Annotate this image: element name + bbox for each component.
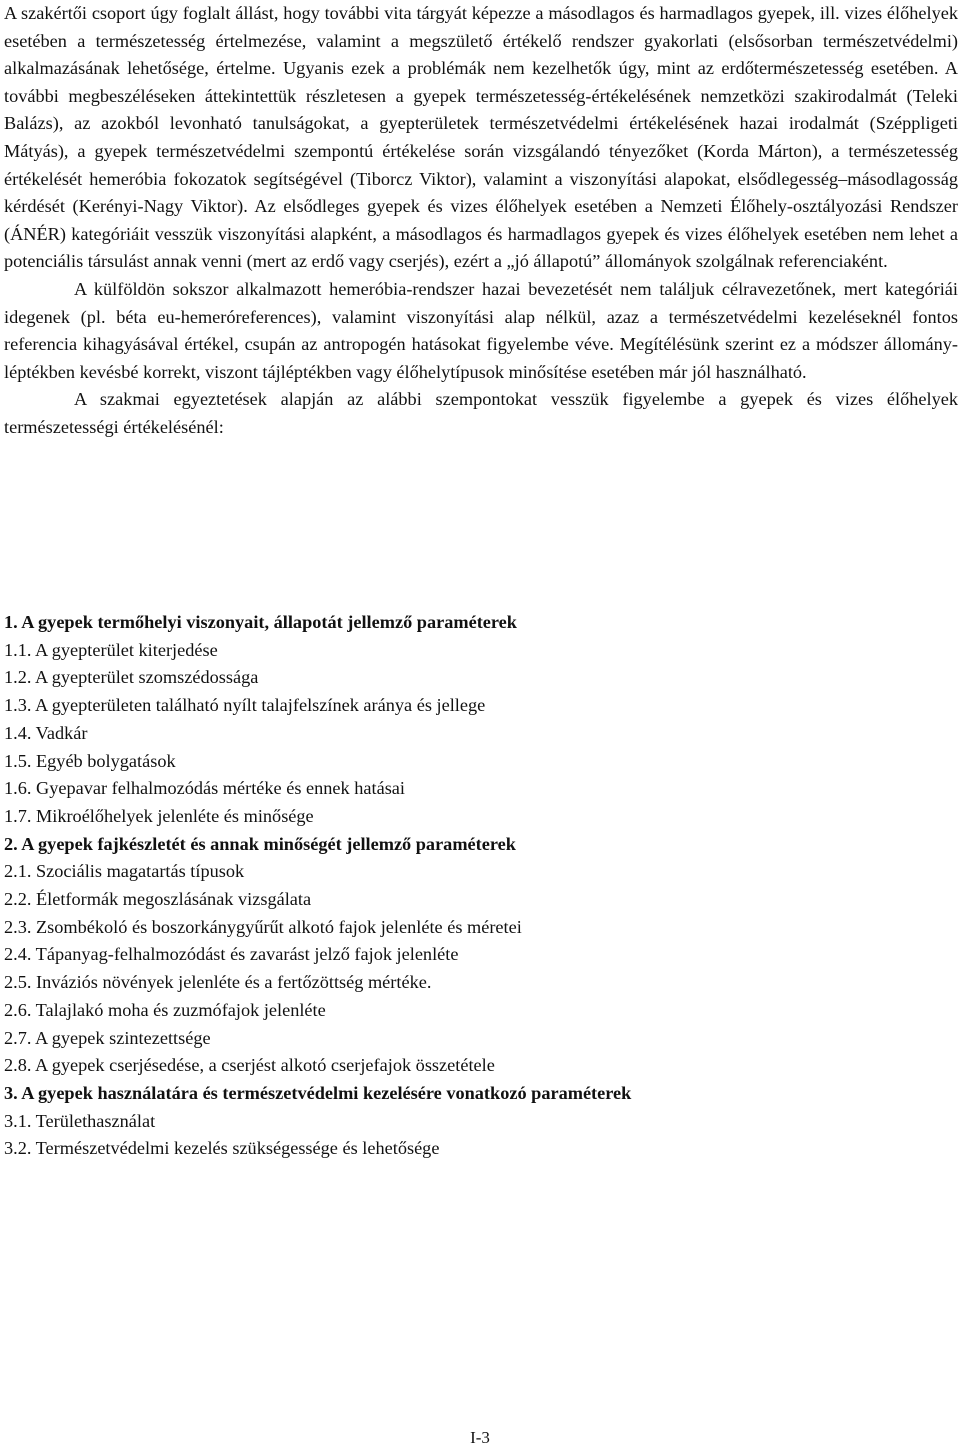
page-number-text: I-3 [470, 1428, 490, 1447]
list-item: 2.2. Életformák megoszlásának vizsgálata [4, 889, 312, 910]
list-item: 3.2. Természetvédelmi kezelés szükségessége és lehetősége [4, 1138, 440, 1159]
section-heading-3: 3. A gyepek használatára és természetvédelmi kezelésére vonatkozó paraméterek [4, 1082, 632, 1103]
list-item: 1.3. A gyepterületen található nyílt talajfelszínek aránya és jellege [4, 695, 486, 716]
list-item: 2.3. Zsombékoló és boszorkánygyűrűt alkotó fajok jelenléte és méretei [4, 916, 522, 937]
page-number [0, 1428, 960, 1448]
list-item: 2.5. Inváziós növények jelenléte és a fertőzöttség mértéke. [4, 972, 432, 993]
list-item: 1.7. Mikroélőhelyek jelenléte és minősége [4, 805, 314, 826]
list-item: 2.6. Talajlakó moha és zuzmófajok jelenléte [4, 999, 326, 1020]
paragraph-criteria-lead: A szakmai egyeztetések alapján az alábbi szempontokat vesszük figyelembe a gyepek és vizes élőhelyek természetességi értékelésénél: [4, 389, 958, 437]
paragraph-intro: A szakértői csoport úgy foglalt állást, hogy további vita tárgyát képezze a másodlagos és harmadlagos gyepek, ill. vizes élőhelyek esetében a természetesség értelmezése, valamint a megszülető értékelő rendszer gyakorlati (elsősorban természetvédelmi) alkalmazásának lehetősége, értelme. Ugyanis ezek a problémák nem kezelhetők úgy, mint az erdőtermészetesség esetében. A további megbeszéléseken áttekintettük részletesen a gyepek természetesség-értékelésének nemzetközi szakirodalmát (Teleki Balázs), az azokból levonható tanulságokat, a gyepterületek természetvédelmi értékelésének hazai irodalmát (Széppligeti Mátyás), a gyepek természetvédelmi szempontú értékelése során vizsgálandó tényezőket (Korda Márton), a természetesség értékelését hemeróbia fokozatok segítségével (Tiborcz Viktor), valamint a viszonyítási alapokat, elsődlegesség–másodlagosság kérdését (Kerényi-Nagy Viktor). Az elsődleges gyepek és vizes élőhelyek esetében a Nemzeti Élőhely-osztályozási Rendszer (ÁNÉR) kategóriáit vesszük viszonyítási alapként, a másodlagos és harmadlagos gyepek és vizes élőhelyek esetében nem lehet a potenciális társulást annak venni (mert az erdő vagy cserjés), ezért a „jó állapotú” állományok szolgálnak referenciaként. [4, 3, 958, 272]
paragraph-hemerobia: A külföldön sokszor alkalmazott hemeróbia-rendszer hazai bevezetését nem találjuk célravezetőnek, mert kategóriái idegenek (pl. béta eu-hemeróreferences), valamint viszonyítási alap nélkül, azaz a természetvédelmi kezeléseknél fontos referencia kihagyásával értékel, csupán az antropogén hatásokat figyelembe véve. Megítélésünk szerint ez a módszer állomány-léptékben kevésbé korrekt, viszont tájléptékben vagy élőhelytípusok minősítése esetében már jól használható. [4, 278, 958, 382]
list-item: 2.7. A gyepek szintezettsége [4, 1027, 211, 1048]
body-text [4, 0, 958, 442]
section-heading-1: 1. A gyepek termőhelyi viszonyait, állapotát jellemző paraméterek [4, 612, 517, 632]
list-item: 2.8. A gyepek cserjésedése, a cserjést alkotó cserjefajok összetétele [4, 1055, 495, 1076]
parameter-list [4, 609, 958, 1163]
list-item: 1.6. Gyepavar felhalmozódás mértéke és ennek hatásai [4, 778, 406, 799]
list-item: 1.4. Vadkár [4, 722, 88, 743]
list-item: 1.5. Egyéb bolygatások [4, 750, 176, 771]
list-item: 2.4. Tápanyag-felhalmozódást és zavarást jelző fajok jelenléte [4, 944, 459, 965]
list-item: 1.1. A gyepterület kiterjedése [4, 639, 218, 660]
section-heading-2: 2. A gyepek fajkészletét és annak minőségét jellemző paraméterek [4, 833, 516, 854]
list-item: 3.1. Területhasználat [4, 1110, 156, 1131]
list-item: 2.1. Szociális magatartás típusok [4, 861, 245, 882]
list-item: 1.2. A gyepterület szomszédossága [4, 667, 259, 688]
